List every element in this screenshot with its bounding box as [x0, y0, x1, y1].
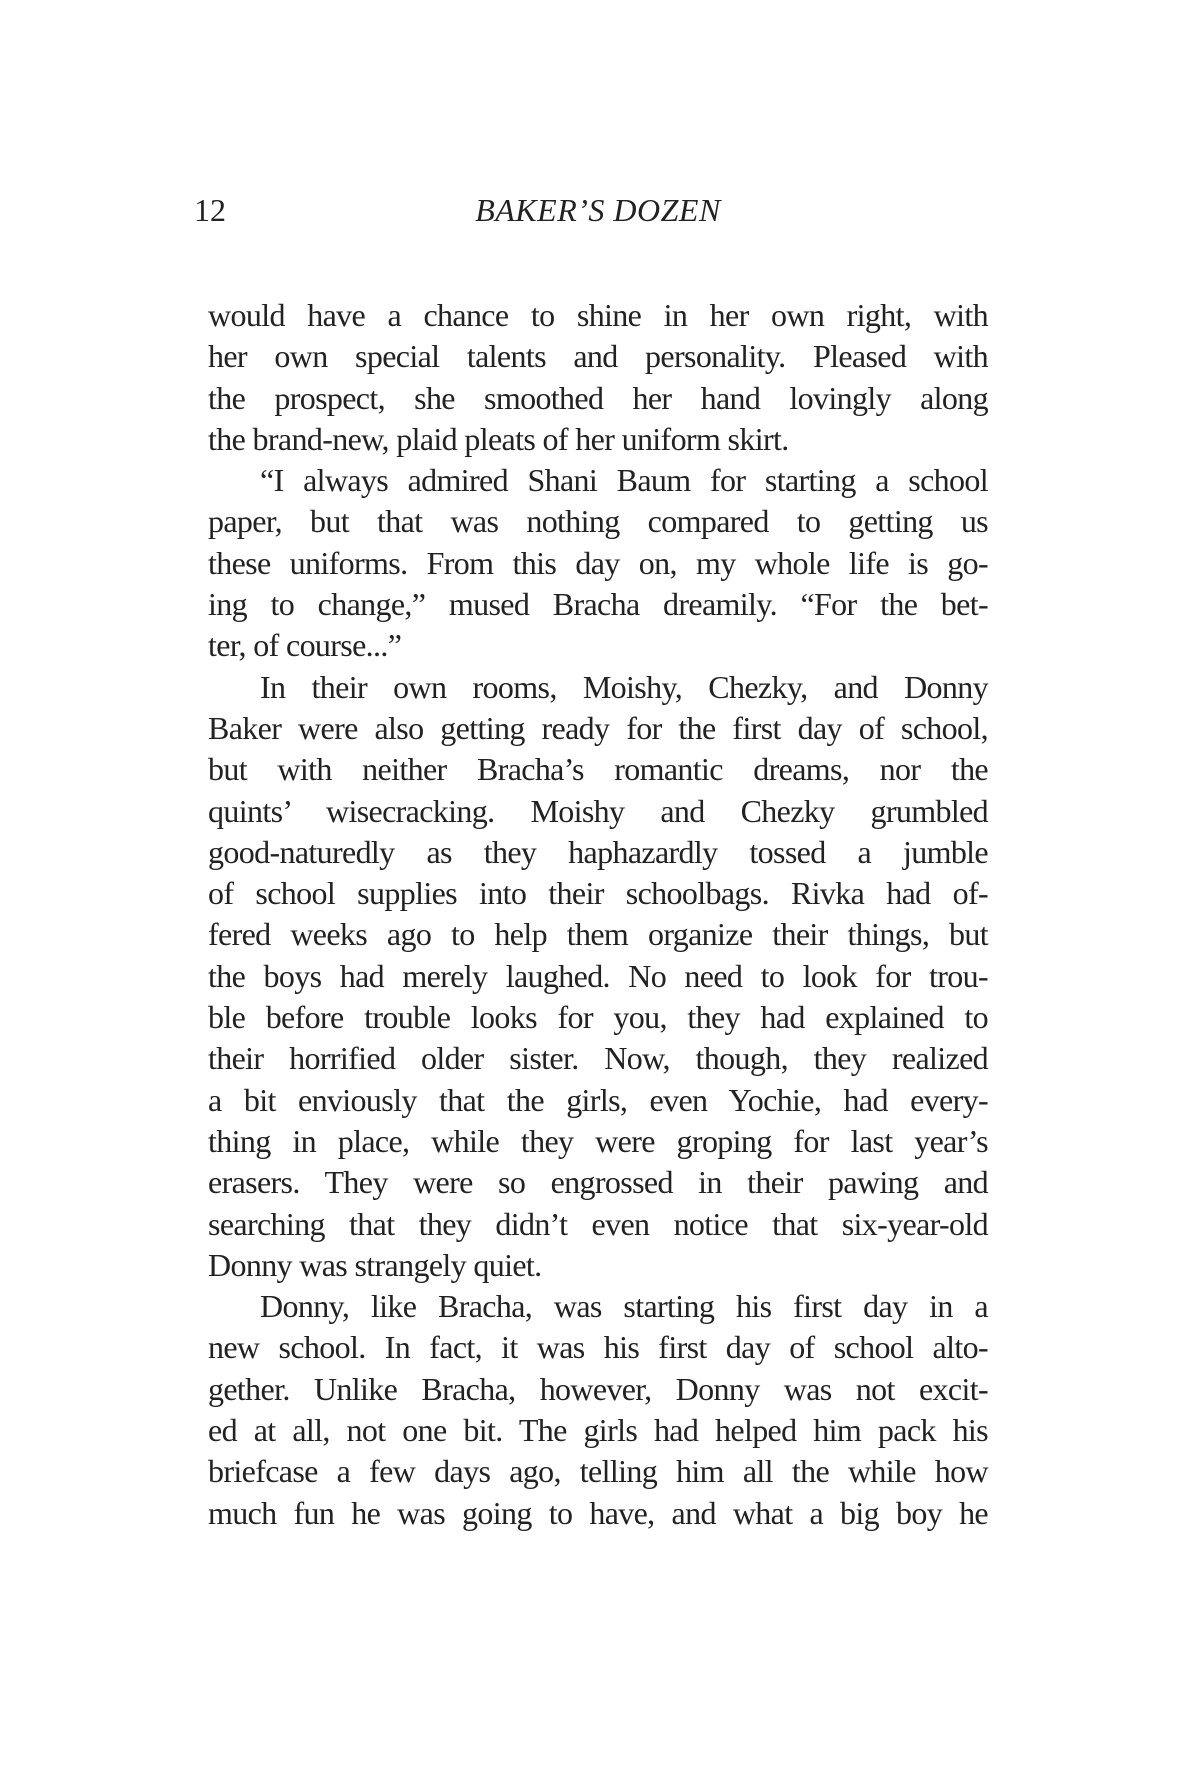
text-line: Baker were also getting ready for the first day of school, [208, 709, 988, 746]
text-line: Donny, like Bracha, was starting his first day in a [260, 1288, 988, 1325]
text-line: the prospect, she smoothed her hand lovingly along [208, 379, 988, 416]
paragraph [208, 295, 988, 460]
text-line: ble before trouble looks for you, they had explained to [208, 999, 988, 1036]
text-line: briefcase a few days ago, telling him all the while how [208, 1453, 988, 1490]
paragraph [208, 1286, 988, 1534]
text-line: new school. In fact, it was his first day of school alto- [208, 1329, 988, 1366]
text-line: their horrified older sister. Now, though, they realized [208, 1040, 988, 1077]
page-header [194, 192, 988, 231]
text-line: of school supplies into their schoolbags. Rivka had of- [208, 875, 988, 912]
paragraph [208, 460, 988, 666]
text-line: these uniforms. From this day on, my whole life is go- [208, 544, 988, 581]
body-text [208, 295, 988, 1534]
text-line: ed at all, not one bit. The girls had helped him pack his [208, 1412, 988, 1449]
text-line: much fun he was going to have, and what a big boy he [208, 1494, 988, 1531]
page-number: 12 [194, 192, 226, 228]
text-line: gether. Unlike Bracha, however, Donny was not excit- [208, 1370, 988, 1407]
text-line: ing to change,” mused Bracha dreamily. “For the bet- [208, 586, 988, 623]
text-line: her own special talents and personality. Pleased with [208, 338, 988, 375]
text-line: In their own rooms, Moishy, Chezky, and Donny [260, 668, 988, 705]
text-line: searching that they didn’t even notice that six-year-old [208, 1205, 988, 1242]
text-line: good-naturedly as they haphazardly tossed a jumble [208, 833, 988, 870]
text-line: thing in place, while they were groping for last year’s [208, 1122, 988, 1159]
text-line: the brand-new, plaid pleats of her uniform skirt. [208, 420, 789, 457]
text-line: ter, of course...” [208, 627, 402, 664]
text-line: but with neither Bracha’s romantic dreams, nor the [208, 751, 988, 788]
text-line: a bit enviously that the girls, even Yochie, had every- [208, 1081, 988, 1118]
running-head: BAKER’S DOZEN [475, 192, 721, 228]
text-line: quints’ wisecracking. Moishy and Chezky grumbled [208, 792, 988, 829]
text-line: fered weeks ago to help them organize their things, but [208, 916, 988, 953]
text-line: paper, but that was nothing compared to getting us [208, 503, 988, 540]
text-line: erasers. They were so engrossed in their pawing and [208, 1164, 988, 1201]
text-line: “I always admired Shani Baum for starting a school [260, 462, 988, 499]
paragraph [208, 667, 988, 1286]
text-line: Donny was strangely quiet. [208, 1246, 542, 1283]
text-line: the boys had merely laughed. No need to look for trou- [208, 957, 988, 994]
text-line: would have a chance to shine in her own right, with [208, 297, 988, 333]
